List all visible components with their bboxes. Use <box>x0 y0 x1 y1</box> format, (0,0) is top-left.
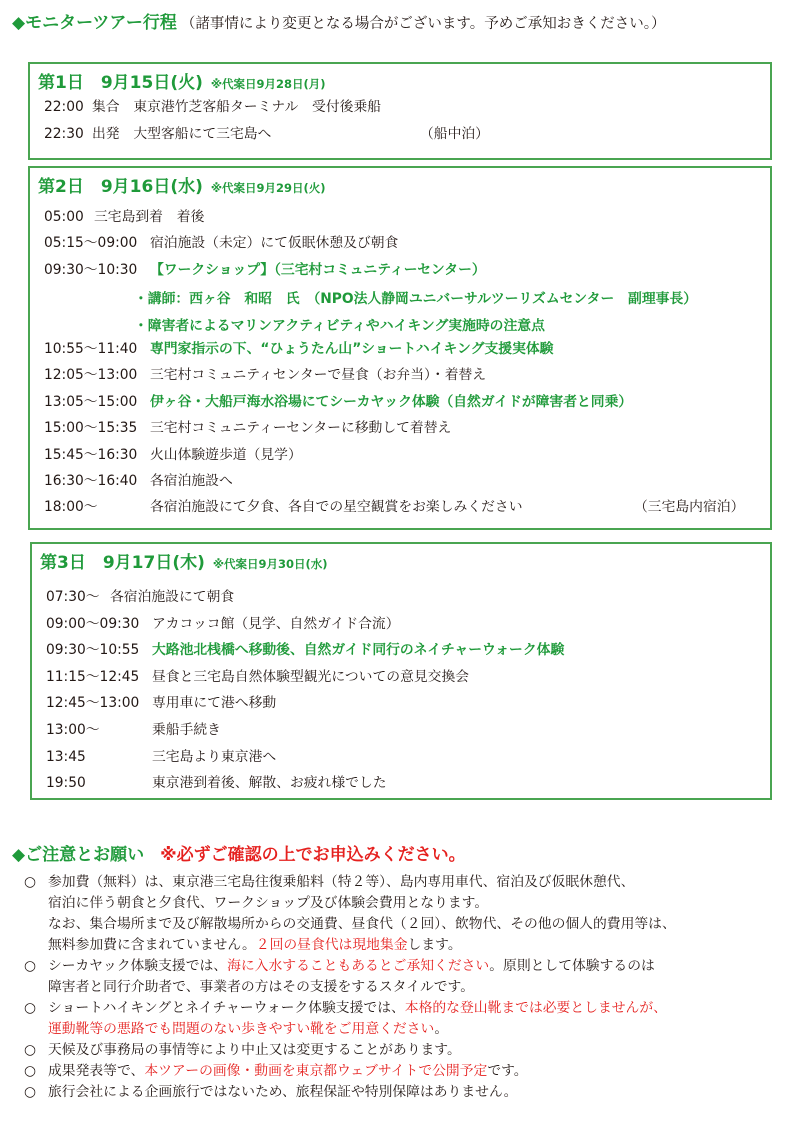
itinerary-time: 15:45～16:30 <box>44 446 138 463</box>
day-3-date: 第3日 9月17日(木) <box>40 553 205 573</box>
itinerary-row <box>44 393 633 411</box>
notice-item <box>24 1040 792 1061</box>
circle-bullet-icon: ○ <box>24 1000 37 1016</box>
notice-text: 障害者と同行介助者で、事業者の方はその支援をするスタイルです。 <box>48 979 475 995</box>
notes-warning: ※必ずご確認の上でお申込みください。 <box>160 845 466 865</box>
itinerary-description: 各宿泊施設へ <box>150 473 233 489</box>
itinerary-time: 22:30 <box>44 126 84 142</box>
notice-text: です。 <box>487 1063 528 1079</box>
day-3-alt-date: ※代案日9月30日(水) <box>212 557 328 571</box>
itinerary-row <box>44 208 205 226</box>
itinerary-time: 05:00 <box>44 209 84 225</box>
itinerary-row <box>44 419 452 437</box>
day-1-alt-date: ※代案日9月28日(月) <box>210 77 326 91</box>
day-3-box <box>30 542 772 800</box>
notice-text: なお、集合場所まで及び解散場所からの交通費、昼食代（２回）、飲物代、その他の個人的費用等は、 <box>48 916 676 932</box>
itinerary-row <box>46 721 221 739</box>
notice-line <box>48 1040 792 1061</box>
itinerary-row <box>44 98 382 116</box>
itinerary-heading <box>12 8 665 33</box>
itinerary-description: 伊ヶ谷・大船戸海水浴場にてシーカヤック体験（自然ガイドが障害者と同乗） <box>150 393 633 410</box>
notice-line <box>48 1061 792 1082</box>
itinerary-description: 三宅村コミュニティセンターで昼食（お弁当）・着替え <box>150 367 487 384</box>
itinerary-row <box>44 125 489 143</box>
itinerary-row <box>44 472 233 490</box>
itinerary-description: 三宅村コミュニティーセンターに移動して着替え <box>150 420 452 437</box>
itinerary-time: 19:50 <box>46 775 86 792</box>
itinerary-row <box>46 588 235 606</box>
day-2-date: 第2日 9月16日(水) <box>38 177 203 197</box>
day-1-title <box>38 68 326 93</box>
itinerary-description: 火山体験遊歩道（見学） <box>150 446 302 463</box>
day-1-box <box>28 62 772 160</box>
itinerary-row <box>44 340 554 358</box>
itinerary-row <box>46 668 470 686</box>
itinerary-description: 三宅島より東京港へ <box>152 748 277 765</box>
itinerary-row <box>46 748 277 766</box>
itinerary-time: 15:00～15:35 <box>44 420 138 437</box>
notice-line <box>48 1082 792 1103</box>
itinerary-time: 16:30～16:40 <box>44 473 138 489</box>
notice-line <box>48 977 792 998</box>
notice-line <box>48 893 792 914</box>
itinerary-description: アカコッコ館（見学、自然ガイド合流） <box>152 615 400 632</box>
circle-bullet-icon: ○ <box>24 1084 37 1100</box>
itinerary-description: 大路池北桟橋へ移動後、自然ガイド同行のネイチャーウォーク体験 <box>152 642 565 659</box>
itinerary-time: 13:45 <box>46 748 86 765</box>
circle-bullet-icon: ○ <box>24 958 37 974</box>
itinerary-time: 09:30～10:30 <box>44 261 138 278</box>
notice-text: 宿泊に伴う朝食と夕食代、ワークショップ及び体験会費用となります。 <box>48 895 489 911</box>
itinerary-row <box>46 774 387 792</box>
notice-text: 無料参加費に含まれていません。 <box>48 937 256 953</box>
notice-line <box>48 998 792 1019</box>
itinerary-row <box>44 261 486 279</box>
notice-item <box>24 956 792 998</box>
notice-text: します。 <box>407 937 462 953</box>
day-1-date: 第1日 9月15日(火) <box>38 73 203 93</box>
itinerary-time: 05:15～09:00 <box>44 235 138 252</box>
notice-highlight: ２回の昼食代は現地集金 <box>255 937 408 953</box>
itinerary-time: 18:00～ <box>44 499 98 516</box>
itinerary-description: 東京港到着後、解散、お疲れ様でした <box>152 775 387 792</box>
notice-highlight: 運動靴等の悪路でも問題のない歩きやすい靴をご用意ください <box>48 1021 435 1037</box>
day-2-alt-date: ※代案日9月29日(火) <box>210 181 326 195</box>
notice-text: 天候及び事務局の事情等により中止又は変更することがあります。 <box>48 1042 461 1058</box>
itinerary-time: 12:45～13:00 <box>46 695 140 712</box>
itinerary-sub-item: ・障害者によるマリンアクティビティやハイキング実施時の注意点 <box>134 317 545 334</box>
circle-bullet-icon: ○ <box>24 874 37 890</box>
itinerary-description: 【ワークショップ】（三宅村コミュニティーセンター） <box>150 261 486 278</box>
itinerary-time: 12:05～13:00 <box>44 367 138 384</box>
itinerary-lodging: （三宅島内宿泊） <box>634 499 745 516</box>
notice-highlight: 本ツアーの画像・動画を東京都ウェブサイトで公開予定 <box>144 1063 488 1079</box>
itinerary-description: 専用車にて港へ移動 <box>152 695 277 712</box>
notice-text: 旅行会社による企画旅行ではないため、旅程保証や特別保障はありません。 <box>48 1084 518 1100</box>
itinerary-note: （諸事情により変更となる場合がございます。予めご承知おきください。） <box>180 16 666 32</box>
itinerary-row <box>46 641 565 659</box>
notice-line <box>48 935 792 956</box>
notice-item <box>24 998 792 1040</box>
notes-title: ◆ご注意とお願い <box>12 845 145 865</box>
itinerary-description: 集合 東京港竹芝客船ターミナル 受付後乗船 <box>92 99 382 115</box>
notice-line <box>48 956 792 977</box>
notice-line <box>48 1019 792 1040</box>
notice-highlight: 海に入水することもあるとご承知ください <box>227 958 490 974</box>
notice-text: 参加費（無料）は、東京港三宅島往復乗船料（特２等）、島内専用車代、宿泊及び仮眠休憩代、 <box>48 874 635 890</box>
itinerary-row <box>44 498 745 516</box>
day-2-title <box>38 172 326 197</box>
itinerary-time: 09:00～09:30 <box>46 615 140 632</box>
itinerary-description: 専門家指示の下、“ひょうたん山”ショートハイキング支援実体験 <box>150 341 554 357</box>
circle-bullet-icon: ○ <box>24 1042 37 1058</box>
itinerary-description: 出発 大型客船にて三宅島へ <box>92 126 272 142</box>
notice-text: 。 <box>434 1021 449 1037</box>
notice-line <box>48 914 792 935</box>
itinerary-description: 各宿泊施設にて朝食 <box>110 589 235 605</box>
itinerary-lodging: （船中泊） <box>420 126 489 142</box>
notice-item <box>24 872 792 956</box>
notice-line <box>48 872 792 893</box>
itinerary-description: 各宿泊施設にて夕食、各自での星空観賞をお楽しみください <box>150 499 523 516</box>
itinerary-row <box>44 366 487 384</box>
itinerary-time: 13:00～ <box>46 722 100 738</box>
notice-text: ショートハイキングとネイチャーウォーク体験支援では、 <box>48 1000 405 1016</box>
notice-text: シーカヤック体験支援では、 <box>48 958 228 974</box>
itinerary-time: 13:05～15:00 <box>44 393 138 410</box>
itinerary-sub-item: ・講師：西ヶ谷 和昭 氏 （NPO法人静岡ユニバーサルツーリズムセンター 副理事長） <box>134 291 698 308</box>
itinerary-row <box>46 694 277 712</box>
itinerary-time: 09:30～10:55 <box>46 642 140 659</box>
day-2-box <box>28 166 772 530</box>
notice-highlight: 本格的な登山靴までは必要としませんが、 <box>404 1000 667 1016</box>
itinerary-title: ◆モニターツアー行程 <box>12 13 177 33</box>
notice-text: 。原則として体験するのは <box>489 958 655 974</box>
notice-item <box>24 1061 792 1082</box>
itinerary-time: 11:15～12:45 <box>46 668 140 685</box>
itinerary-row <box>44 446 302 464</box>
notes-heading <box>12 840 466 865</box>
notice-item <box>24 1082 792 1103</box>
itinerary-description: 乗船手続き <box>152 722 221 738</box>
itinerary-row <box>46 615 400 633</box>
day-3-title <box>40 548 328 573</box>
itinerary-row <box>44 234 399 252</box>
itinerary-description: 宿泊施設（未定）にて仮眠休憩及び朝食 <box>150 235 399 252</box>
itinerary-time: 10:55～11:40 <box>44 341 138 357</box>
itinerary-description: 三宅島到着 着後 <box>94 209 205 225</box>
notice-text: 成果発表等で、 <box>48 1063 145 1079</box>
itinerary-description: 昼食と三宅島自然体験型観光についての意見交換会 <box>152 668 470 685</box>
circle-bullet-icon: ○ <box>24 1063 37 1079</box>
itinerary-time: 22:00 <box>44 99 84 115</box>
itinerary-time: 07:30～ <box>46 589 100 605</box>
